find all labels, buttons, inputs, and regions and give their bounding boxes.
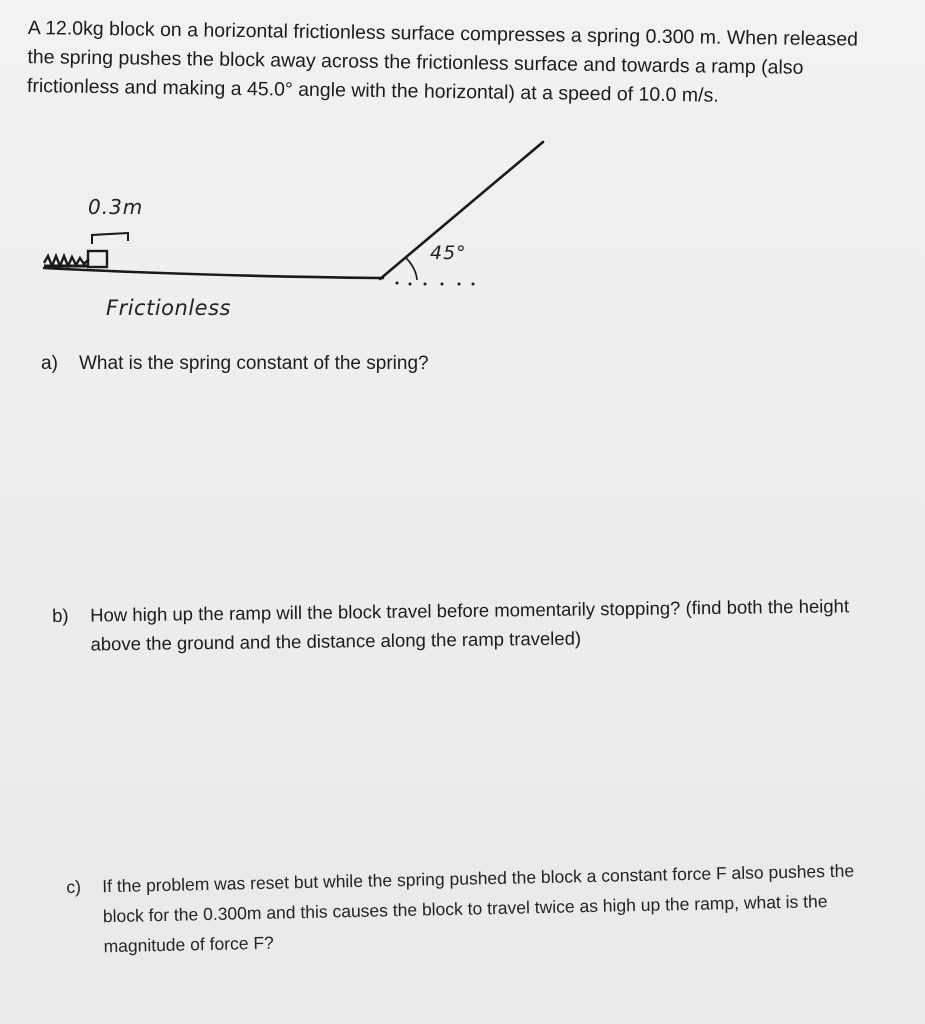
question-b-text: How high up the ramp will the block travel before momentarily stopping? (find both the height above the ground and the distance along the ramp traveled) [90,595,850,655]
question-c-letter: c) [66,876,82,897]
dotted-reference [396,282,475,286]
question-b-letter: b) [52,604,69,626]
block-icon [88,251,107,267]
compression-bracket [92,233,128,244]
question-a-letter: a) [41,353,58,374]
question-a-text: What is the spring constant of the spring? [79,353,429,374]
spring-icon [44,256,89,266]
question-c [66,855,868,962]
problem-statement: A 12.0kg block on a horizontal frictionless surface compresses a spring 0.300 m. When released the spring pushes the block away across the frictionless surface and towards a ramp (also frictionless and making a 45.0° angle with the horizontal) at a speed of 10.0 m/s. [26,16,859,107]
question-a [41,350,429,378]
compression-label: 0.3m [88,195,144,219]
ground-line [44,268,383,278]
angle-label: 45° [430,242,467,264]
question-c-text: If the problem was reset but while the spring pushed the block a constant force F also pushes the block for the 0.300m and this causes the block to travel twice as high up the ramp, what is the magnitude of force F? [102,860,855,957]
angle-arc [406,258,417,280]
question-b [52,591,863,659]
frictionless-label: Frictionless [106,296,231,320]
